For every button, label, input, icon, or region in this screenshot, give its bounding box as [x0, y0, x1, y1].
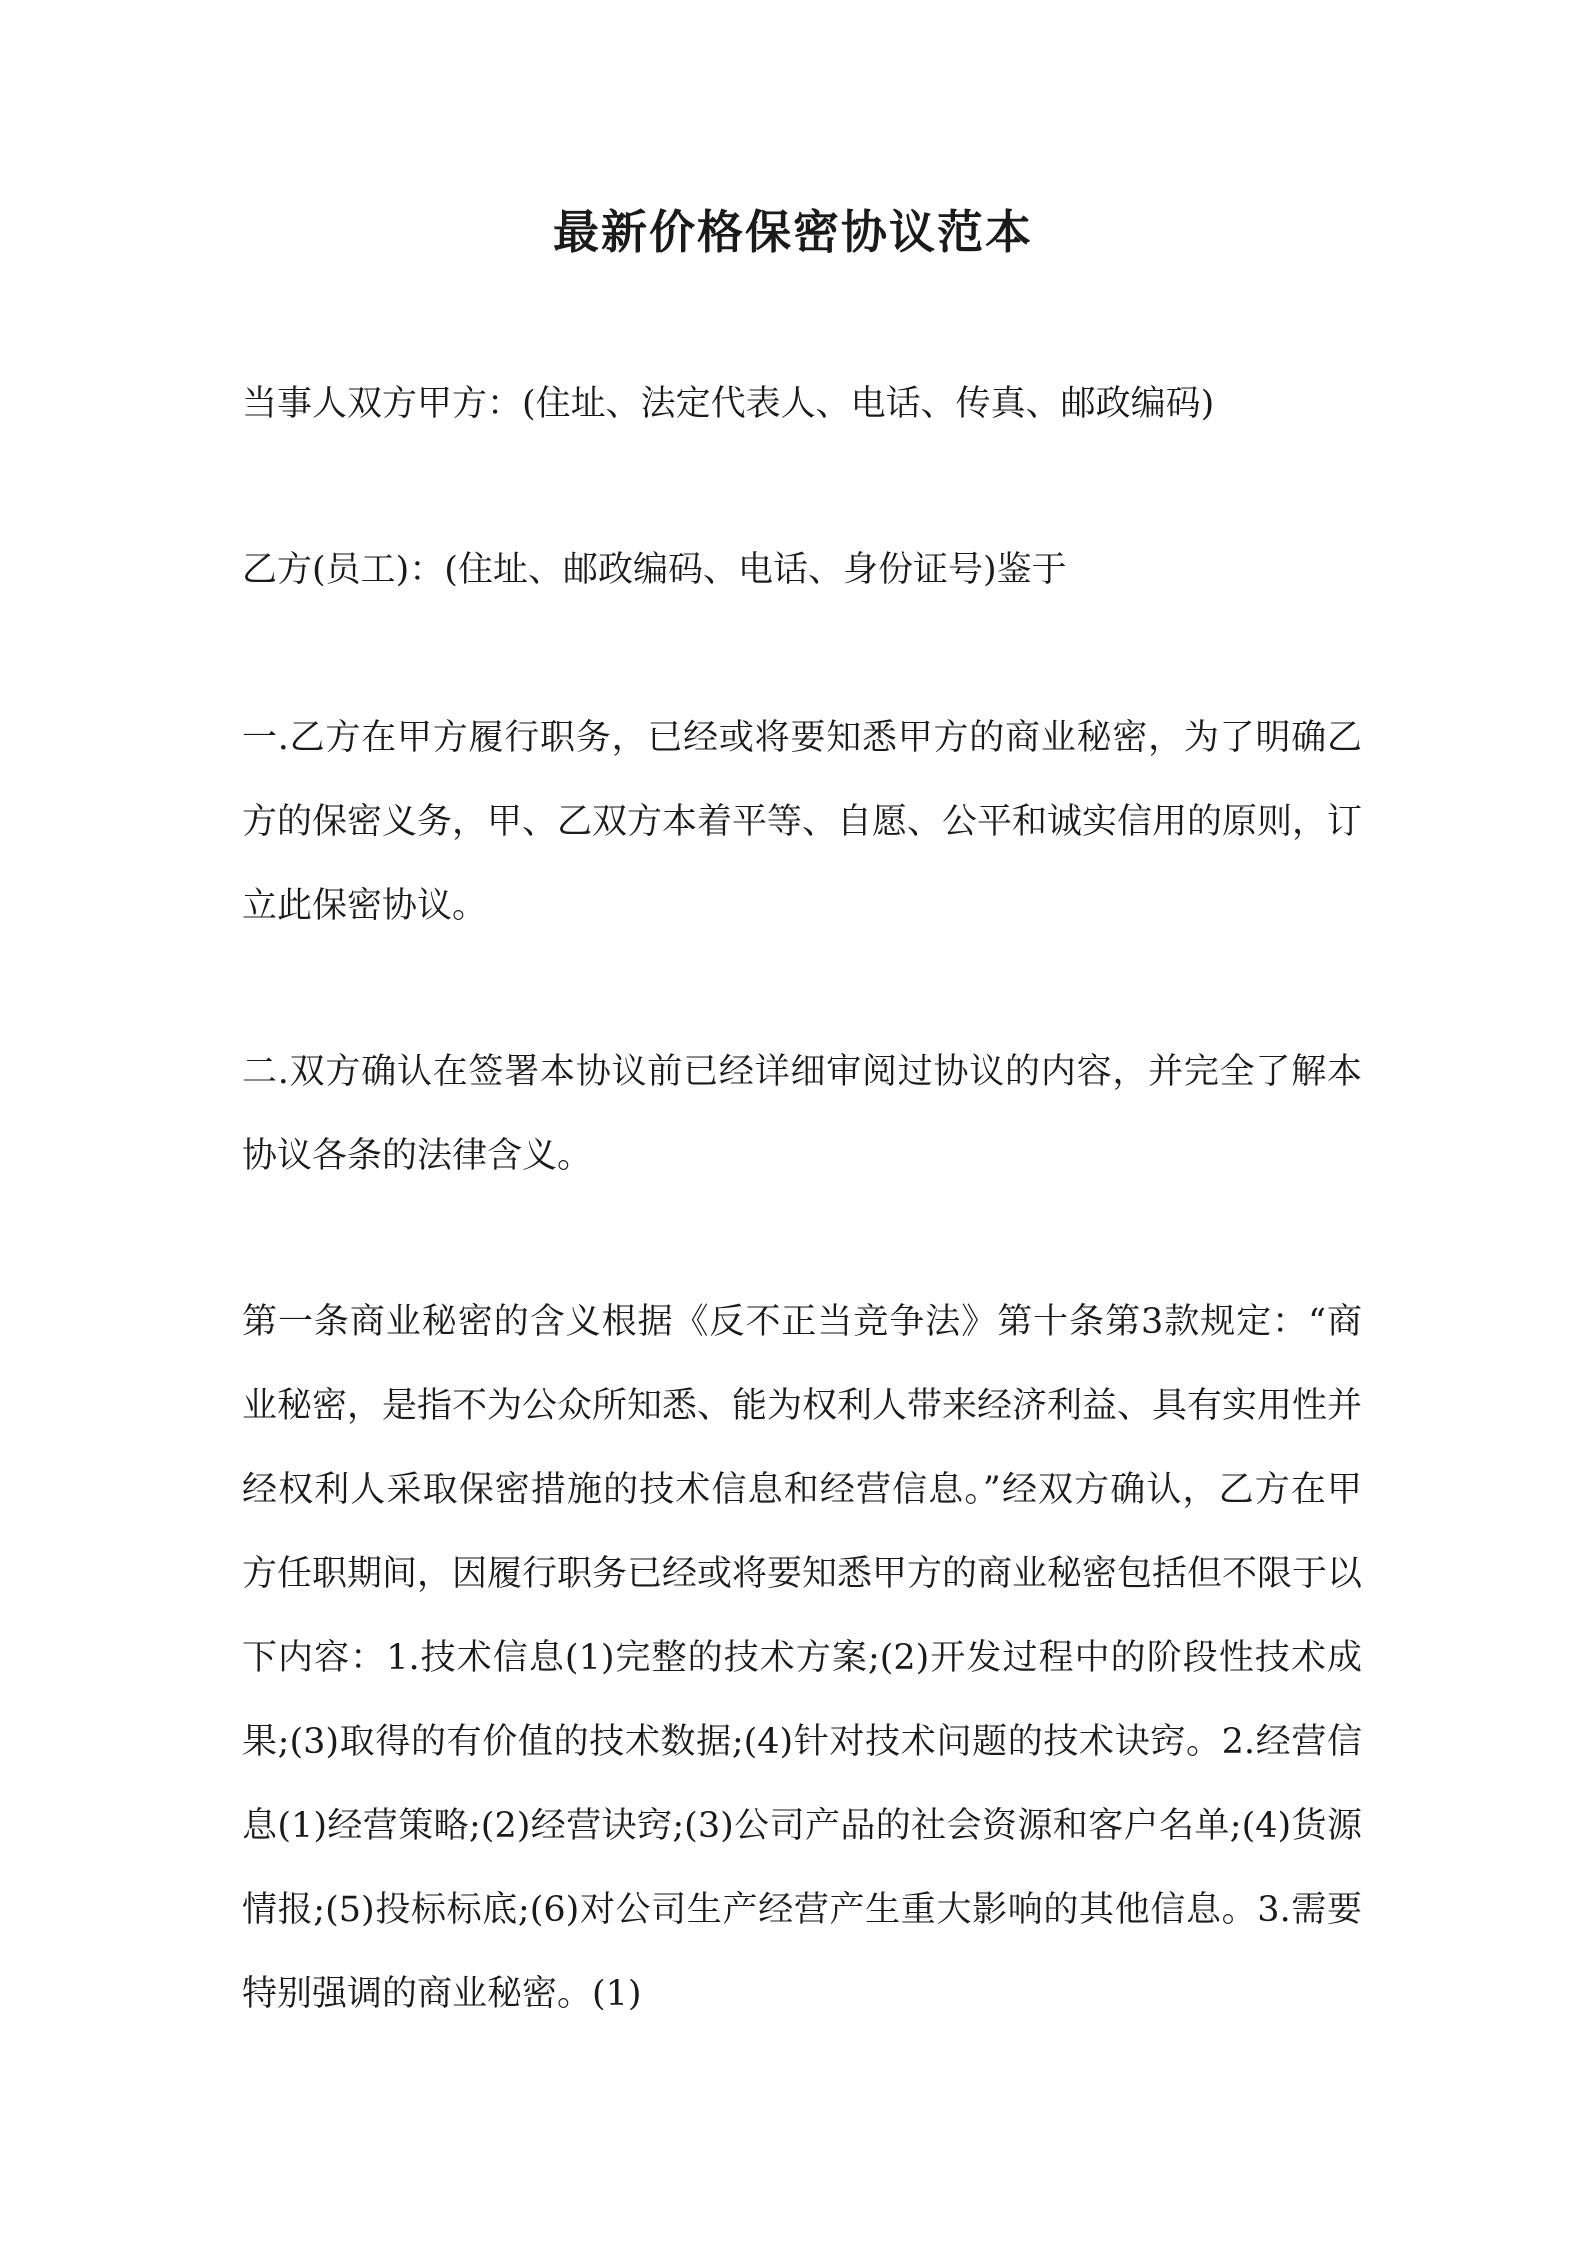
paragraph-parties-a: 当事人双方甲方：(住址、法定代表人、电话、传真、邮政编码)	[242, 384, 1215, 424]
paragraph-party-b: 乙方(员工)：(住址、邮政编码、电话、身份证号)鉴于	[242, 550, 1067, 590]
paragraph-article-1: 第一条商业秘密的含义根据《反不正当竞争法》第十条第3款规定：“商业秘密，是指不为公众所知悉、能为权利人带来经济利益、具有实用性并经权利人采取保密措施的技术信息和经营信息。”经双方确认，乙方在甲方任职期间，因履行职务已经或将要知悉甲方的商业秘密包括但不限于以下内容：1.技术信息(1)完整的技术方案;(2)开发过程中的阶段性技术成果;(3)取得的有价值的技术数据;(4)针对技术问题的技术诀窍。2.经营信息(1)经营策略;(2)经营诀窍;(3)公司产品的社会资源和客户名单;(4)货源情报;(5)投标标底;(6)对公司生产经营产生重大影响的其他信息。3.需要特别强调的商业秘密。(1)	[242, 1302, 1363, 2014]
paragraph-clause-1: 一.乙方在甲方履行职务，已经或将要知悉甲方的商业秘密，为了明确乙方的保密义务，甲、乙双方本着平等、自愿、公平和诚实信用的原则，订立此保密协议。	[242, 718, 1363, 926]
paragraph-clause-2: 二.双方确认在签署本协议前已经详细审阅过协议的内容，并完全了解本协议各条的法律含义。	[242, 1052, 1362, 1176]
document-title: 最新价格保密协议范本	[553, 205, 1033, 259]
